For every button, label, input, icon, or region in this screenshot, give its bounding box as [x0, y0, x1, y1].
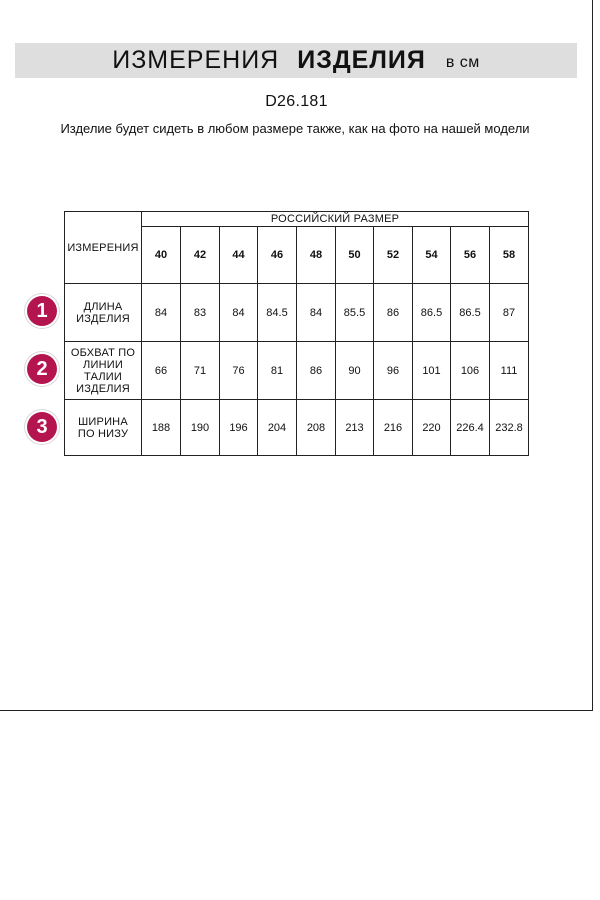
row-label: ДЛИНА ИЗДЕЛИЯ [65, 284, 142, 342]
table-cell: 76 [220, 342, 258, 400]
article-number: D26.181 [265, 93, 328, 110]
size-header-cell: 58 [490, 227, 529, 284]
title-unit: в см [445, 53, 480, 71]
title-bar [15, 43, 577, 78]
table-cell: 66 [142, 342, 181, 400]
table-cell: 84.5 [258, 284, 297, 342]
table-cell: 86.5 [413, 284, 451, 342]
table-cell: 188 [142, 400, 181, 456]
table-cell: 84 [297, 284, 336, 342]
table-cell: 101 [413, 342, 451, 400]
table-cell: 213 [336, 400, 374, 456]
badge-1: 1 [27, 296, 57, 326]
table-cell: 84 [142, 284, 181, 342]
corner-label: ИЗМЕРЕНИЯ [65, 212, 142, 284]
size-table [64, 211, 529, 456]
table-cell: 208 [297, 400, 336, 456]
table-row [65, 400, 529, 456]
badge-3: 3 [27, 412, 57, 442]
table-cell: 111 [490, 342, 529, 400]
title-part2: ИЗДЕЛИЯ [297, 46, 426, 74]
table-cell: 85.5 [336, 284, 374, 342]
table-row [65, 284, 529, 342]
size-header-cell: 56 [451, 227, 490, 284]
table-cell: 86.5 [451, 284, 490, 342]
size-header-cell: 52 [374, 227, 413, 284]
table-cell: 86 [297, 342, 336, 400]
size-header-cell: 42 [181, 227, 220, 284]
table-cell: 106 [451, 342, 490, 400]
table-cell: 196 [220, 400, 258, 456]
size-header-cell: 40 [142, 227, 181, 284]
table-cell: 71 [181, 342, 220, 400]
table-cell: 84 [220, 284, 258, 342]
table-cell: 90 [336, 342, 374, 400]
table-cell: 86 [374, 284, 413, 342]
table-cell: 96 [374, 342, 413, 400]
table-cell: 216 [374, 400, 413, 456]
size-header-cell: 46 [258, 227, 297, 284]
row-label: ОБХВАТ ПО ЛИНИИ ТАЛИИ ИЗДЕЛИЯ [65, 342, 142, 400]
group-header: РОССИЙСКИЙ РАЗМЕР [142, 212, 529, 227]
size-header-cell: 48 [297, 227, 336, 284]
table-row [65, 342, 529, 400]
size-header-cell: 50 [336, 227, 374, 284]
size-header-cell: 54 [413, 227, 451, 284]
row-label: ШИРИНА ПО НИЗУ [65, 400, 142, 456]
table-cell: 81 [258, 342, 297, 400]
badge-2: 2 [27, 354, 57, 384]
size-header-cell: 44 [220, 227, 258, 284]
table-cell: 204 [258, 400, 297, 456]
table-cell: 226.4 [451, 400, 490, 456]
table-cell: 232.8 [490, 400, 529, 456]
table-cell: 83 [181, 284, 220, 342]
fit-note: Изделие будет сидеть в любом размере также, как на фото на нашей модели [60, 121, 530, 136]
table-cell: 190 [181, 400, 220, 456]
table-cell: 220 [413, 400, 451, 456]
table-cell: 87 [490, 284, 529, 342]
title-part1: ИЗМЕРЕНИЯ [112, 46, 280, 74]
